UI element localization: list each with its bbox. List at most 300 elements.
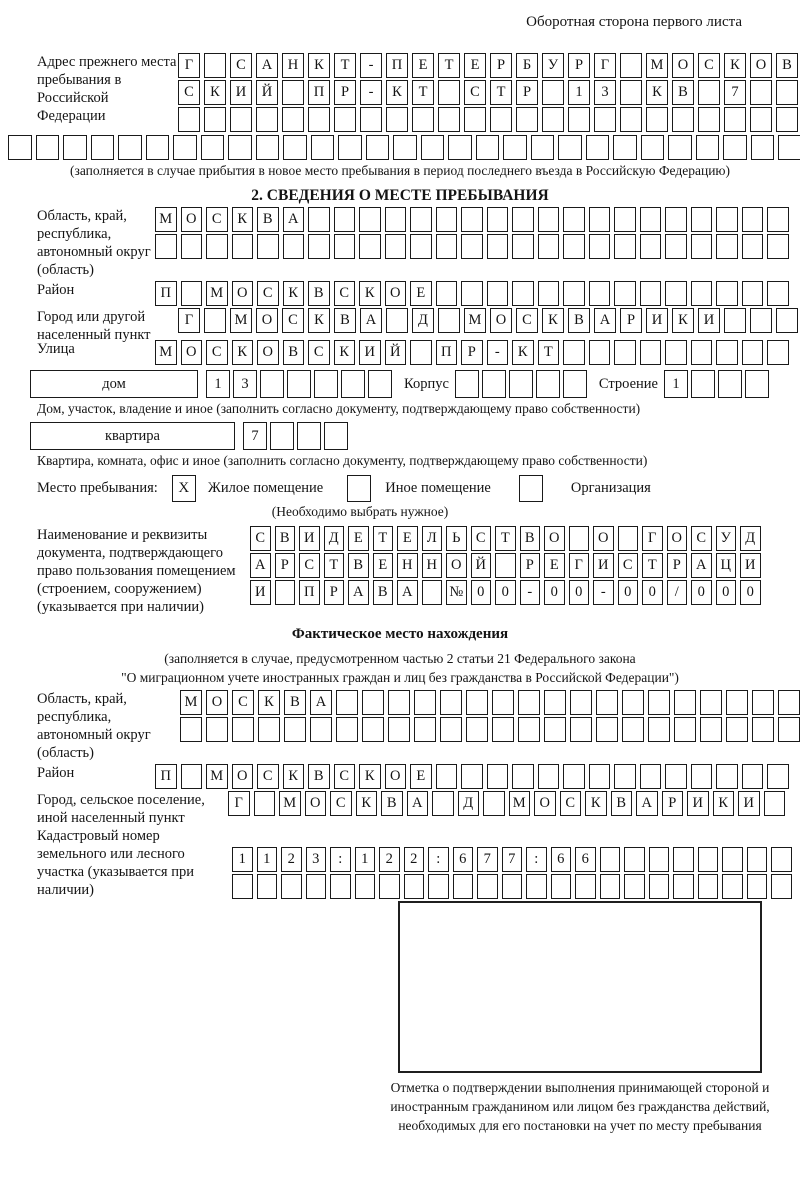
char-cell: 7 <box>724 80 746 105</box>
char-cell <box>764 791 786 816</box>
stay-type-label: Место пребывания: <box>37 480 158 496</box>
stay-type-option-other-label: Иное помещение <box>385 480 491 496</box>
char-cell: Е <box>412 53 434 78</box>
char-cell <box>359 234 381 259</box>
char-cell <box>334 234 356 259</box>
char-cell <box>776 80 798 105</box>
char-cell: - <box>520 580 541 605</box>
char-cell <box>691 764 713 789</box>
char-cell: К <box>334 340 356 365</box>
char-cell: М <box>155 207 177 232</box>
char-cell <box>8 135 32 160</box>
char-cell: С <box>698 53 720 78</box>
char-cell: Т <box>642 553 663 578</box>
prev-address-note: (заполняется в случае прибытия в новое место пребывания в период последнего въезда в Российскую Федерацию) <box>69 163 731 178</box>
char-cell: С <box>308 340 330 365</box>
char-cell: Р <box>620 308 642 333</box>
char-cell: В <box>284 690 306 715</box>
char-cell <box>665 234 687 259</box>
char-cell <box>281 874 302 899</box>
char-cell <box>723 135 747 160</box>
cadastral-cells <box>232 847 792 899</box>
char-cell <box>385 207 407 232</box>
char-cell: К <box>204 80 226 105</box>
char-cell <box>558 135 582 160</box>
char-cell <box>386 308 408 333</box>
char-cell <box>691 207 713 232</box>
char-cell: П <box>155 281 177 306</box>
char-cell: : <box>526 847 547 872</box>
char-cell: С <box>299 553 320 578</box>
char-cell: 6 <box>453 847 474 872</box>
char-cell <box>526 874 547 899</box>
char-cell <box>324 422 348 450</box>
char-cell <box>178 107 200 132</box>
char-cell <box>204 53 226 78</box>
char-cell <box>570 717 592 742</box>
char-cell <box>436 281 458 306</box>
char-cell: № <box>446 580 467 605</box>
char-cell: К <box>232 340 254 365</box>
char-cell <box>716 234 738 259</box>
char-cell <box>388 717 410 742</box>
char-cell <box>482 370 506 398</box>
char-cell <box>618 526 639 551</box>
char-cell: А <box>636 791 658 816</box>
prev-address-label: Адрес прежнего места пребывания в Российской Федерации <box>37 54 177 124</box>
char-cell <box>538 764 560 789</box>
char-cell: 2 <box>379 847 400 872</box>
char-cell: С <box>516 308 538 333</box>
char-cell: Р <box>275 553 296 578</box>
char-cell <box>256 107 278 132</box>
city-label: Город или другой населенный пункт <box>37 309 151 343</box>
char-cell <box>181 234 203 259</box>
char-cell <box>461 207 483 232</box>
char-cell: Е <box>410 764 432 789</box>
char-cell: А <box>310 690 332 715</box>
char-cell <box>767 234 789 259</box>
char-cell: И <box>687 791 709 816</box>
char-cell <box>750 308 772 333</box>
char-cell <box>767 281 789 306</box>
char-cell <box>767 764 789 789</box>
stay-type-note: (Необходимо выбрать нужное) <box>271 504 449 519</box>
char-cell: 0 <box>691 580 712 605</box>
actual-location-title: Фактическое место нахождения <box>291 626 509 642</box>
char-cell <box>257 234 279 259</box>
char-cell <box>492 690 514 715</box>
char-cell: О <box>672 53 694 78</box>
char-cell: С <box>206 340 228 365</box>
actual-city-field <box>0 791 800 826</box>
char-cell: И <box>230 80 252 105</box>
char-cell: К <box>512 340 534 365</box>
char-cell <box>691 234 713 259</box>
char-cell <box>613 135 637 160</box>
char-cell <box>270 422 294 450</box>
char-cell <box>700 717 722 742</box>
char-cell <box>466 690 488 715</box>
char-cell: 7 <box>502 847 523 872</box>
char-cell: 3 <box>594 80 616 105</box>
char-cell: Е <box>373 553 394 578</box>
char-cell: К <box>308 308 330 333</box>
char-cell <box>649 874 670 899</box>
char-cell: 7 <box>243 422 267 450</box>
char-cell <box>542 107 564 132</box>
char-cell: П <box>386 53 408 78</box>
char-cell: А <box>256 53 278 78</box>
char-cell: 1 <box>664 370 688 398</box>
stroenie-label: Строение <box>598 375 658 392</box>
char-cell <box>204 107 226 132</box>
apartment-note: Квартира, комната, офис и иное (заполнить согласно документу, подтверждающему право собственности) <box>37 453 648 468</box>
char-cell <box>432 791 454 816</box>
char-cell <box>624 847 645 872</box>
char-cell: С <box>464 80 486 105</box>
char-cell: И <box>593 553 614 578</box>
char-cell <box>334 207 356 232</box>
char-cell <box>776 107 798 132</box>
char-cell <box>614 234 636 259</box>
char-cell <box>771 847 792 872</box>
street-field <box>0 340 800 365</box>
char-cell: Г <box>569 553 590 578</box>
char-cell <box>622 717 644 742</box>
char-cell <box>698 107 720 132</box>
char-cell <box>726 717 748 742</box>
char-cell <box>648 690 670 715</box>
char-cell <box>575 874 596 899</box>
char-cell <box>438 80 460 105</box>
actual-region-label: Область, край, республика, автономный округ (область) <box>37 691 151 761</box>
char-cell: С <box>691 526 712 551</box>
char-cell: Р <box>324 580 345 605</box>
char-cell: О <box>544 526 565 551</box>
char-cell: И <box>299 526 320 551</box>
region-label: Область, край, республика, автономный округ (область) <box>37 208 151 278</box>
char-cell: Т <box>438 53 460 78</box>
char-cell <box>767 207 789 232</box>
char-cell: И <box>738 791 760 816</box>
char-cell <box>306 874 327 899</box>
char-cell: В <box>776 53 798 78</box>
char-cell: В <box>568 308 590 333</box>
char-cell: Д <box>324 526 345 551</box>
char-cell <box>410 234 432 259</box>
char-cell: С <box>330 791 352 816</box>
char-cell <box>428 874 449 899</box>
char-cell: У <box>542 53 564 78</box>
char-cell: В <box>257 207 279 232</box>
char-cell <box>538 281 560 306</box>
char-cell: С <box>560 791 582 816</box>
char-cell: О <box>206 690 228 715</box>
cadastral-row-2 <box>232 874 792 899</box>
char-cell <box>700 690 722 715</box>
house-note: Дом, участок, владение и иное (заполнить согласно документу, подтверждающему право собственности) <box>37 401 641 416</box>
char-cell: Н <box>282 53 304 78</box>
char-cell <box>614 207 636 232</box>
char-cell: С <box>232 690 254 715</box>
char-cell: Р <box>520 553 541 578</box>
char-cell <box>206 234 228 259</box>
char-cell: О <box>750 53 772 78</box>
char-cell <box>698 847 719 872</box>
char-cell: 2 <box>281 847 302 872</box>
char-cell: К <box>283 764 305 789</box>
char-cell <box>614 281 636 306</box>
char-cell: 1 <box>355 847 376 872</box>
char-cell <box>614 764 636 789</box>
district-label: Район <box>37 282 75 298</box>
char-cell <box>589 340 611 365</box>
stroenie-cells <box>664 370 769 398</box>
char-cell <box>362 717 384 742</box>
char-cell <box>359 207 381 232</box>
char-cell <box>563 207 585 232</box>
char-cell <box>360 107 382 132</box>
char-cell: 1 <box>568 80 590 105</box>
char-cell <box>640 340 662 365</box>
region-row-1 <box>155 207 789 232</box>
char-cell: С <box>618 553 639 578</box>
char-cell <box>386 107 408 132</box>
char-cell <box>563 340 585 365</box>
char-cell: Р <box>662 791 684 816</box>
char-cell: М <box>206 281 228 306</box>
char-cell: В <box>308 281 330 306</box>
char-cell <box>512 281 534 306</box>
stay-type-row <box>0 475 800 502</box>
actual-district-row <box>155 764 789 789</box>
char-cell <box>512 207 534 232</box>
char-cell: Н <box>422 553 443 578</box>
char-cell: О <box>232 764 254 789</box>
char-cell: С <box>178 80 200 105</box>
char-cell: У <box>716 526 737 551</box>
street-row <box>155 340 789 365</box>
char-cell: А <box>250 553 271 578</box>
char-cell: К <box>258 690 280 715</box>
char-cell: В <box>283 340 305 365</box>
char-cell <box>512 764 534 789</box>
char-cell: 2 <box>404 847 425 872</box>
char-cell: : <box>428 847 449 872</box>
char-cell: Г <box>178 53 200 78</box>
region-row-2 <box>155 234 789 259</box>
char-cell <box>538 207 560 232</box>
char-cell <box>646 107 668 132</box>
char-cell <box>155 234 177 259</box>
char-cell: Т <box>412 80 434 105</box>
char-cell <box>594 107 616 132</box>
char-cell <box>422 580 443 605</box>
char-cell: Р <box>461 340 483 365</box>
char-cell <box>91 135 115 160</box>
char-cell <box>622 690 644 715</box>
char-cell: Д <box>412 308 434 333</box>
char-cell: О <box>181 340 203 365</box>
stay-type-checkbox-residential: X <box>172 475 196 502</box>
char-cell <box>518 717 540 742</box>
char-cell: П <box>155 764 177 789</box>
char-cell: О <box>446 553 467 578</box>
char-cell <box>673 847 694 872</box>
header-note: Оборотная сторона первого листа <box>526 14 742 30</box>
document-label: Наименование и реквизиты документа, подтверждающего право пользования помещением (строением, сооружением) (указывается при наличии) <box>37 527 236 615</box>
char-cell: И <box>250 580 271 605</box>
char-cell <box>752 690 774 715</box>
char-cell <box>641 135 665 160</box>
char-cell: С <box>334 764 356 789</box>
char-cell <box>283 234 305 259</box>
char-cell: Т <box>490 80 512 105</box>
char-cell <box>487 764 509 789</box>
char-cell <box>63 135 87 160</box>
char-cell <box>297 422 321 450</box>
char-cell: Р <box>667 553 688 578</box>
stay-type-checkbox-other <box>347 475 371 502</box>
char-cell: С <box>230 53 252 78</box>
char-cell <box>410 207 432 232</box>
char-cell <box>336 717 358 742</box>
street-label: Улица <box>37 341 75 357</box>
char-cell <box>563 764 585 789</box>
char-cell <box>368 370 392 398</box>
apartment-cells <box>243 422 348 450</box>
char-cell <box>620 53 642 78</box>
char-cell: - <box>360 53 382 78</box>
actual-region-field <box>0 690 800 762</box>
char-cell <box>487 281 509 306</box>
char-cell <box>258 717 280 742</box>
city-field <box>0 308 800 343</box>
char-cell: Р <box>490 53 512 78</box>
char-cell: Д <box>740 526 761 551</box>
char-cell <box>492 717 514 742</box>
char-cell <box>455 370 479 398</box>
korpus-cells <box>455 370 587 398</box>
char-cell <box>341 370 365 398</box>
char-cell <box>308 234 330 259</box>
char-cell <box>649 847 670 872</box>
char-cell: О <box>593 526 614 551</box>
char-cell <box>665 340 687 365</box>
char-cell <box>230 107 252 132</box>
char-cell <box>436 764 458 789</box>
char-cell <box>453 874 474 899</box>
document-field <box>0 526 800 616</box>
char-cell <box>204 308 226 333</box>
char-cell: Г <box>594 53 616 78</box>
char-cell: Е <box>464 53 486 78</box>
char-cell <box>722 847 743 872</box>
char-cell: В <box>611 791 633 816</box>
char-cell <box>691 340 713 365</box>
house-row <box>0 370 800 398</box>
char-cell: К <box>542 308 564 333</box>
char-cell: - <box>360 80 382 105</box>
char-cell <box>568 107 590 132</box>
char-cell: П <box>436 340 458 365</box>
char-cell: 0 <box>495 580 516 605</box>
char-cell <box>698 874 719 899</box>
char-cell: В <box>308 764 330 789</box>
char-cell <box>490 107 512 132</box>
char-cell <box>487 234 509 259</box>
char-cell <box>778 135 800 160</box>
char-cell <box>36 135 60 160</box>
cadastral-row-1 <box>232 847 792 872</box>
char-cell: О <box>181 207 203 232</box>
char-cell <box>665 281 687 306</box>
char-cell: И <box>646 308 668 333</box>
char-cell <box>388 690 410 715</box>
char-cell: Й <box>471 553 492 578</box>
char-cell <box>750 80 772 105</box>
char-cell <box>404 874 425 899</box>
char-cell <box>466 717 488 742</box>
char-cell <box>487 207 509 232</box>
char-cell <box>531 135 555 160</box>
char-cell <box>620 107 642 132</box>
char-cell: Р <box>334 80 356 105</box>
char-cell: - <box>593 580 614 605</box>
char-cell: О <box>534 791 556 816</box>
char-cell <box>586 135 610 160</box>
char-cell <box>668 135 692 160</box>
char-cell <box>570 690 592 715</box>
district-field <box>0 281 800 306</box>
char-cell: Т <box>324 553 345 578</box>
char-cell <box>767 340 789 365</box>
char-cell: К <box>672 308 694 333</box>
char-cell: 0 <box>642 580 663 605</box>
char-cell: А <box>594 308 616 333</box>
char-cell: 7 <box>477 847 498 872</box>
char-cell: М <box>509 791 531 816</box>
char-cell <box>254 791 276 816</box>
prev-address-row-3 <box>178 107 798 132</box>
char-cell <box>118 135 142 160</box>
section2-title: 2. СВЕДЕНИЯ О МЕСТЕ ПРЕБЫВАНИЯ <box>251 187 549 204</box>
char-cell: Д <box>458 791 480 816</box>
char-cell: О <box>385 764 407 789</box>
char-cell <box>691 370 715 398</box>
char-cell: 0 <box>618 580 639 605</box>
char-cell: Р <box>568 53 590 78</box>
char-cell <box>476 135 500 160</box>
cadastral-label: Кадастровый номер земельного или лесного участка (указывается при наличии) <box>37 828 194 898</box>
actual-region-row-1 <box>180 690 800 715</box>
char-cell <box>778 717 800 742</box>
char-cell <box>495 553 516 578</box>
char-cell <box>600 847 621 872</box>
document-row-3 <box>250 580 761 605</box>
char-cell: М <box>646 53 668 78</box>
char-cell: Й <box>256 80 278 105</box>
char-cell <box>228 135 252 160</box>
char-cell <box>745 370 769 398</box>
char-cell: А <box>283 207 305 232</box>
char-cell <box>596 690 618 715</box>
char-cell <box>536 370 560 398</box>
char-cell: И <box>740 553 761 578</box>
document-row-1 <box>250 526 761 551</box>
house-cells <box>206 370 392 398</box>
